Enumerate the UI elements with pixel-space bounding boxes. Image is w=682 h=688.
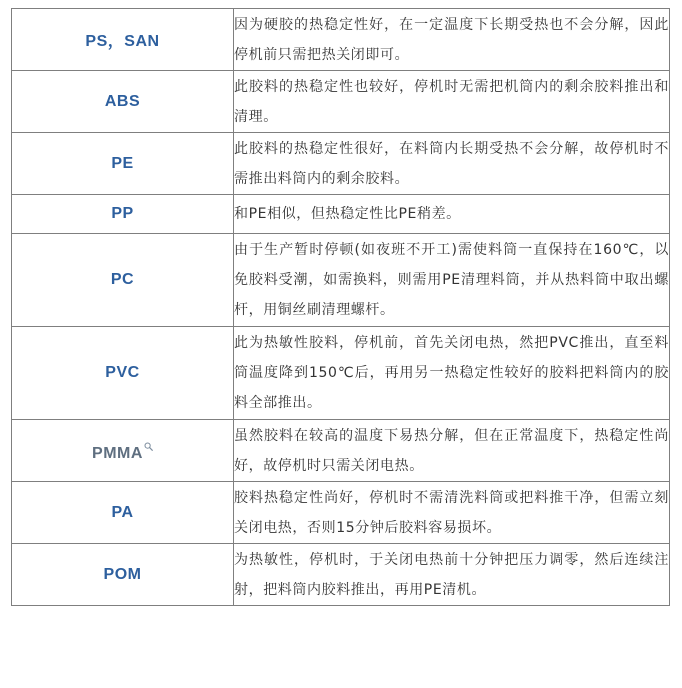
material-name: PP: [12, 195, 234, 234]
material-description: 由于生产暂时停顿(如夜班不开工)需使料筒一直保持在160℃，以免胶料受潮，如需换料，则需用PE清理料筒，并从热料筒中取出螺杆，用铜丝刷清理螺杆。: [234, 234, 670, 327]
table-row: [12, 133, 670, 195]
material-description: 和PE相似，但热稳定性比PE稍差。: [234, 195, 670, 234]
material-name: ABS: [12, 71, 234, 133]
material-name: PA: [12, 482, 234, 544]
material-shutdown-table: [11, 8, 670, 606]
table-row: [12, 195, 670, 234]
table-row: [12, 482, 670, 544]
table-row: [12, 234, 670, 327]
material-description: 此胶料的热稳定性很好，在料筒内长期受热不会分解，故停机时不需推出料筒内的剩余胶料。: [234, 133, 670, 195]
material-name-link[interactable]: PMMA: [92, 445, 143, 462]
material-description: 此胶料的热稳定性也较好，停机时无需把机筒内的剩余胶料推出和清理。: [234, 71, 670, 133]
table-row: [12, 327, 670, 420]
material-name: PE: [12, 133, 234, 195]
material-name-cell[interactable]: [12, 420, 234, 482]
material-name: POM: [12, 544, 234, 606]
table-row: [12, 71, 670, 133]
material-description: 虽然胶料在较高的温度下易热分解，但在正常温度下，热稳定性尚好，故停机时只需关闭电热。: [234, 420, 670, 482]
material-name: PC: [12, 234, 234, 327]
table-row: [12, 544, 670, 606]
table-row: [12, 420, 670, 482]
material-description: 为热敏性，停机时，于关闭电热前十分钟把压力调零，然后连续注射，把料筒内胶料推出，再用PE清机。: [234, 544, 670, 606]
material-description: 此为热敏性胶料，停机前，首先关闭电热，然把PVC推出，直至料筒温度降到150℃后，再用另一热稳定性较好的胶料把料筒内的胶料全部推出。: [234, 327, 670, 420]
search-icon[interactable]: [144, 438, 153, 447]
material-name: PS，SAN: [12, 9, 234, 71]
material-name: PVC: [12, 327, 234, 420]
table-row: [12, 9, 670, 71]
material-description: 胶料热稳定性尚好，停机时不需清洗料筒或把料推干净，但需立刻关闭电热，否则15分钟后胶料容易损坏。: [234, 482, 670, 544]
material-description: 因为硬胶的热稳定性好，在一定温度下长期受热也不会分解，因此停机前只需把热关闭即可。: [234, 9, 670, 71]
